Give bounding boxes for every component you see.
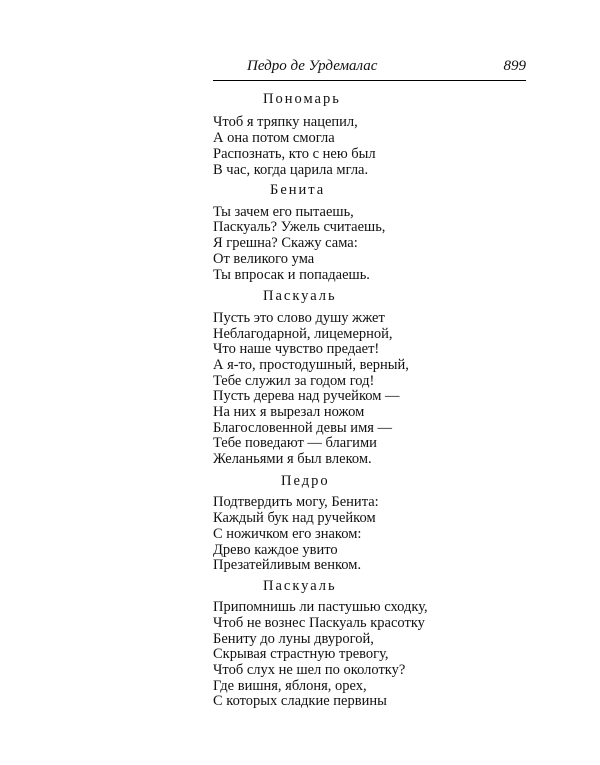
- running-title: Педро де Урдемалас: [247, 58, 378, 74]
- verse-line: Желаньями я был влеком.: [213, 451, 372, 467]
- verse-line: Ты впросак и попадаешь.: [213, 267, 370, 283]
- verse-line: А она потом смогла: [213, 130, 335, 146]
- verse-line: Чтоб слух не шел по околотку?: [213, 662, 406, 678]
- page-number: 899: [503, 58, 526, 74]
- verse-line: Каждый бук над ручейком: [213, 510, 376, 526]
- verse-line: С ножичком его знаком:: [213, 526, 362, 542]
- verse-line: А я-то, простодушный, верный,: [213, 357, 409, 373]
- verse-line: Тебе поведают — благими: [213, 435, 377, 451]
- verse-line: Где вишня, яблоня, орех,: [213, 678, 367, 694]
- verse-line: Скрывая страстную тревогу,: [213, 646, 389, 662]
- verse-line: Бениту до луны двурогой,: [213, 631, 374, 647]
- verse-line: Распознать, кто с нею был: [213, 146, 376, 162]
- verse-line: Чтоб не вознес Паскуаль красотку: [213, 615, 425, 631]
- verse-line: На них я вырезал ножом: [213, 404, 365, 420]
- verse-line: Чтоб я тряпку нацепил,: [213, 114, 358, 130]
- verse-line: Ты зачем его пытаешь,: [213, 204, 354, 220]
- verse-line: Тебе служил за годом год!: [213, 373, 375, 389]
- verse-line: Подтвердить могу, Бенита:: [213, 494, 379, 510]
- verse-line: Неблагодарной, лицемерной,: [213, 326, 393, 342]
- verse-line: В час, когда царила мгла.: [213, 162, 369, 178]
- verse-line: Я грешна? Скажу сама:: [213, 235, 358, 251]
- verse-line: Древо каждое увито: [213, 542, 338, 558]
- speaker-name: Педро: [281, 473, 330, 489]
- header-rule: [213, 80, 526, 81]
- verse-line: Пусть это слово душу жжет: [213, 310, 385, 326]
- speaker-name: Паскуаль: [263, 288, 337, 304]
- verse-line: От великого ума: [213, 251, 315, 267]
- verse-line: Презатейливым венком.: [213, 557, 362, 573]
- speaker-name: Пономарь: [263, 91, 341, 107]
- verse-line: С которых сладкие первины: [213, 693, 387, 709]
- speaker-name: Бенита: [270, 182, 326, 198]
- running-header: [213, 58, 526, 80]
- speaker-name: Паскуаль: [263, 578, 337, 594]
- verse-line: Припомнишь ли пастушью сходку,: [213, 599, 428, 615]
- verse-line: Благословенной девы имя —: [213, 420, 393, 436]
- verse-line: Паскуаль? Ужель считаешь,: [213, 219, 386, 235]
- verse-line: Что наше чувство предает!: [213, 341, 380, 357]
- verse-line: Пусть дерева над ручейком —: [213, 388, 400, 404]
